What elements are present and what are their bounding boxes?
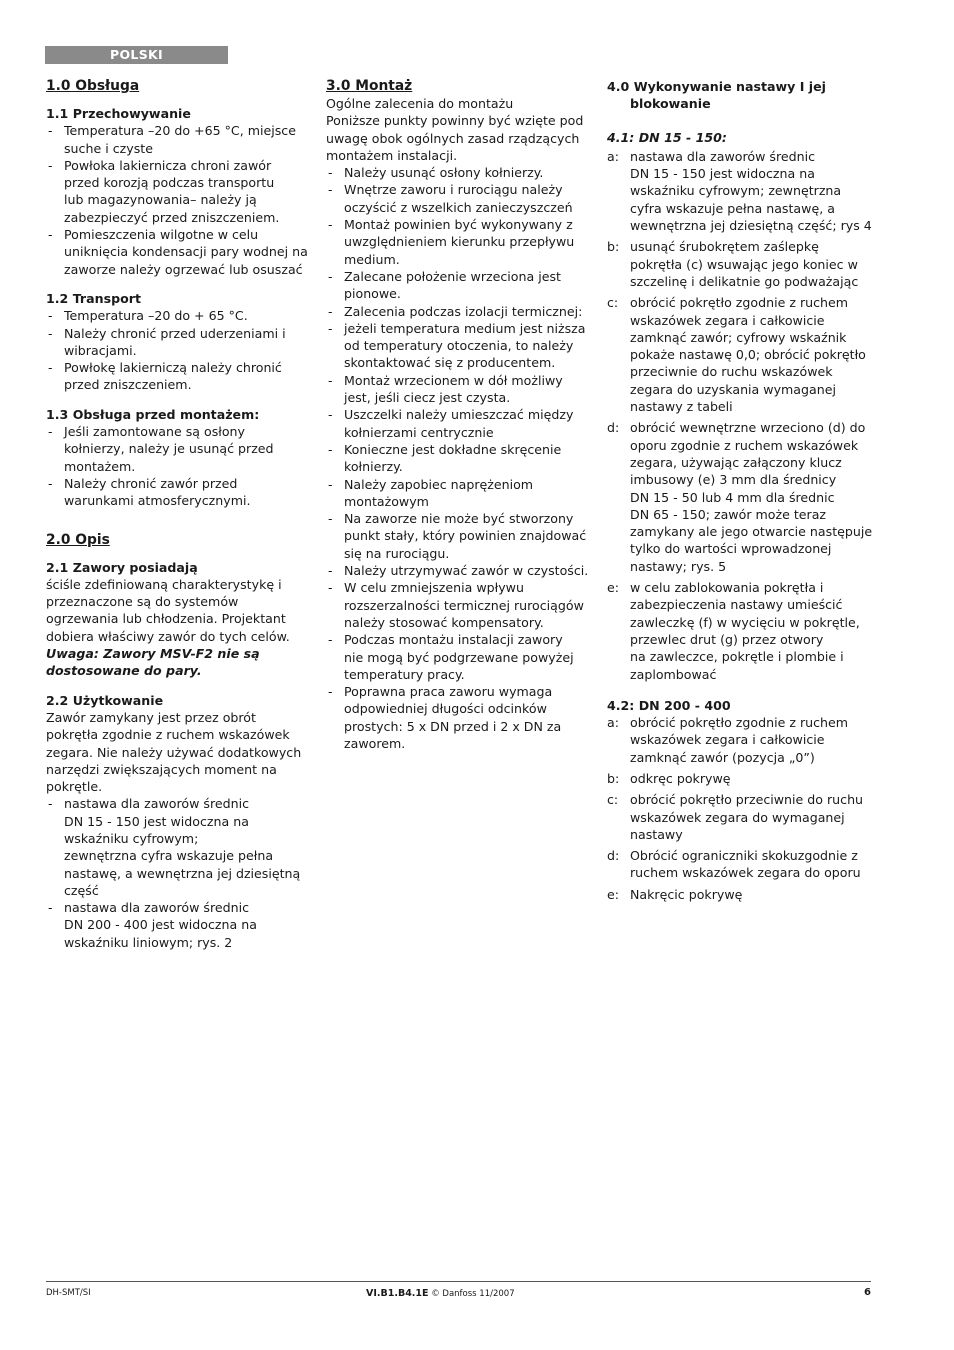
item-letter: d: <box>607 848 620 864</box>
list-item: - W celu zmniejszenia wpływu rozszerzalności termicznej rurociągów należy stosować kompensatory. <box>326 579 592 631</box>
list-item: - Jeśli zamontowane są osłony kołnierzy, należy je usunąć przed montażem. <box>46 423 308 475</box>
section-4-1-list <box>607 148 875 683</box>
section-4-1-title: 4.1: DN 15 - 150: <box>607 129 727 145</box>
item-text: w celu zablokowania pokrętła i zabezpieczenia nastawy umieścić zawleczkę (f) w wycięciu w pokrętle, przewlec drut (g) przez otwory na zawleczce, pokrętle i plombie i zaplombować <box>630 580 860 682</box>
section-2-title: 2.0 Opis <box>46 531 110 548</box>
list-item: - Na zaworze nie może być stworzony punkt stały, który powinien znajdować się na rurociągu. <box>326 510 592 562</box>
list-item: - Konieczne jest dokładne skręcenie kołnierzy. <box>326 441 592 476</box>
list-item: - Powłoka lakiernicza chroni zawór przed korozją podczas transportu lub magazynowania– należy ją zabezpieczyć przed zniszczeniem. <box>46 157 308 226</box>
item-text: obrócić pokrętło zgodnie z ruchem wskazówek zegara i całkowicie zamknąć zawór; cyfrowy wskaźnik pokaże nastawę 0,0; obrócić pokrętło przeciwnie do ruchu wskazówek zegara do uzyskania wymaganej nastawy z tabeli <box>630 295 866 415</box>
list-item: - nastawa dla zaworów średnic DN 200 - 400 jest widoczna na wskaźniku liniowym; rys. 2 <box>46 899 308 951</box>
section-3-intro-1: Ogólne zalecenia do montażu <box>326 96 514 111</box>
section-1-title: 1.0 Obsługa <box>46 78 140 94</box>
list-item <box>607 148 875 234</box>
list-item <box>607 579 875 683</box>
item-text: nastawa dla zaworów średnic DN 15 - 150 jest widoczna na wskaźniku cyfrowym; zewnętrzna cyfra wskazuje pełna nastawę, a wewnętrzna jej dziesiętną część; rys 4 <box>630 148 872 234</box>
section-2-1-text: ściśle zdefiniowaną charakterystykę i przeznaczone są do systemów ogrzewania lub chłodzenia. Projektant dobiera właściwy zawór do tych celów. <box>46 576 290 644</box>
list-item <box>607 791 875 843</box>
section-1-1-list <box>46 122 308 278</box>
list-item: - Montaż wrzecionem w dół możliwy jest, jeśli ciecz jest czysta. <box>326 372 592 407</box>
list-item: - jeżeli temperatura medium jest niższa od temperatury otoczenia, to należy skontaktować się z producentem. <box>326 320 592 372</box>
item-letter: b: <box>607 770 620 786</box>
language-tab: POLSKI <box>45 46 228 64</box>
list-item: - Pomieszczenia wilgotne w celu uniknięcia kondensacji pary wodnej na zaworze należy ogrzewać lub osuszać <box>46 226 308 278</box>
list-item: - Należy chronić zawór przed warunkami atmosferycznymi. <box>46 475 308 510</box>
list-item: - Należy zapobiec naprężeniom montażowym <box>326 476 592 511</box>
section-4-2-list <box>607 714 875 903</box>
item-letter: a: <box>607 148 619 164</box>
section-4-title: 4.0 Wykonywanie nastawy I jej blokowanie <box>607 79 826 112</box>
section-2-2-title: 2.2 Użytkowanie <box>46 692 164 708</box>
list-item: - Uszczelki należy umieszczać między kołnierzami centrycznie <box>326 406 592 441</box>
list-item <box>607 294 875 415</box>
list-item: - Montaż powinien być wykonywany z uwzględnieniem kierunku przepływu medium. <box>326 216 592 268</box>
footer-center <box>366 1288 515 1299</box>
list-item: - Należy utrzymywać zawór w czystości. <box>326 562 592 579</box>
item-letter: e: <box>607 886 619 902</box>
item-text: odkręc pokrywę <box>630 770 731 786</box>
item-text: usunąć śrubokrętem zaślepkę pokrętła (c) wsuwając jego koniec w szczelinę i delikatnie go podważając <box>630 239 859 289</box>
section-1-3-list <box>46 423 308 509</box>
item-letter: d: <box>607 420 620 436</box>
list-item: - Wnętrze zaworu i rurociągu należy oczyścić z wszelkich zanieczyszczeń <box>326 181 592 216</box>
list-item <box>607 419 875 575</box>
section-2-2-list <box>46 795 308 951</box>
column-1 <box>46 78 308 951</box>
list-item: - Zalecenia podczas izolacji termicznej: <box>326 303 592 320</box>
list-item: - Podczas montażu instalacji zawory nie mogą być podgrzewane powyżej temperatury pracy. <box>326 631 592 683</box>
section-2-2-text: Zawór zamykany jest przez obrót pokrętła zgodnie z ruchem wskazówek zegara. Nie należy używać dodatkowych narzędzi zwiększających moment na pokrętle. <box>46 709 302 795</box>
list-item <box>607 714 875 766</box>
list-item <box>607 770 875 787</box>
footer-copyright: © Danfoss 11/2007 <box>428 1289 515 1299</box>
item-letter: c: <box>607 792 619 808</box>
list-item: - Należy usunąć osłony kołnierzy. <box>326 164 592 181</box>
list-item: - Temperatura –20 do + 65 °C. <box>46 307 308 324</box>
list-item <box>607 886 875 903</box>
item-text: obrócić pokrętło przeciwnie do ruchu wskazówek zegara do wymaganej nastawy <box>630 792 864 842</box>
section-3-list <box>326 164 592 752</box>
list-item: - Należy chronić przed uderzeniami i wibracjami. <box>46 325 308 360</box>
list-item: - Poprawna praca zaworu wymaga odpowiedniej długości odcinków prostych: 5 x DN przed i 2 x DN za zaworem. <box>326 683 592 752</box>
item-letter: a: <box>607 715 619 731</box>
list-item: - Zalecane położenie wrzeciona jest pionowe. <box>326 268 592 303</box>
section-1-1-title: 1.1 Przechowywanie <box>46 106 191 121</box>
section-2-1-note: Uwaga: Zawory MSV-F2 nie są dostosowane do pary. <box>46 646 260 679</box>
list-item: - Temperatura –20 do +65 °C, miejsce suche i czyste <box>46 122 308 157</box>
section-2-1-title: 2.1 Zawory posiadają <box>46 559 198 575</box>
list-item: - Powłokę lakierniczą należy chronić przed zniszczeniem. <box>46 359 308 394</box>
page-footer <box>46 1281 871 1306</box>
list-item: - nastawa dla zaworów średnic DN 15 - 150 jest widoczna na wskaźniku cyfrowym; zewnętrzna cyfra wskazuje pełna nastawę, a wewnętrzna jej dziesiętną część <box>46 795 308 899</box>
section-1-3-title: 1.3 Obsługa przed montażem: <box>46 406 260 422</box>
item-text: Obrócić ograniczniki skokuzgodnie z ruchem wskazówek zegara do oporu <box>630 848 861 881</box>
item-text: obrócić pokrętło zgodnie z ruchem wskazówek zegara i całkowicie zamknąć zawór (pozycja „0”) <box>630 715 849 765</box>
list-item <box>607 238 875 290</box>
section-3-title: 3.0 Montaż <box>326 78 413 94</box>
item-letter: b: <box>607 239 620 255</box>
item-text: Nakręcic pokrywę <box>630 886 743 902</box>
section-4-2-title: 4.2: DN 200 - 400 <box>607 697 731 713</box>
item-letter: c: <box>607 295 619 311</box>
list-item <box>607 847 875 882</box>
footer-doc-code: VI.B1.B4.1E <box>366 1288 429 1299</box>
column-3 <box>607 78 875 907</box>
section-3-intro-2: Poniższe punkty powinny być wzięte pod uwagę obok ogólnych zasad rządzących montażem instalacji. <box>326 113 584 163</box>
section-1-2-list <box>46 307 308 393</box>
section-1-2-title: 1.2 Transport <box>46 290 141 306</box>
item-letter: e: <box>607 580 619 596</box>
page-number: 6 <box>864 1287 871 1298</box>
footer-left-code: DH-SMT/SI <box>46 1288 91 1298</box>
column-2 <box>326 78 592 752</box>
item-text: obrócić wewnętrzne wrzeciono (d) do oporu zgodnie z ruchem wskazówek zegara, używając załączony klucz imbusowy (e) 3 mm dla średnicy DN 15 - 50 lub 4 mm dla średnic DN 65 - 150; zawór może teraz zamykany ale jego otwarcie następuje tylko do wartości wprowadzonej nastawy; rys. 5 <box>630 420 873 574</box>
